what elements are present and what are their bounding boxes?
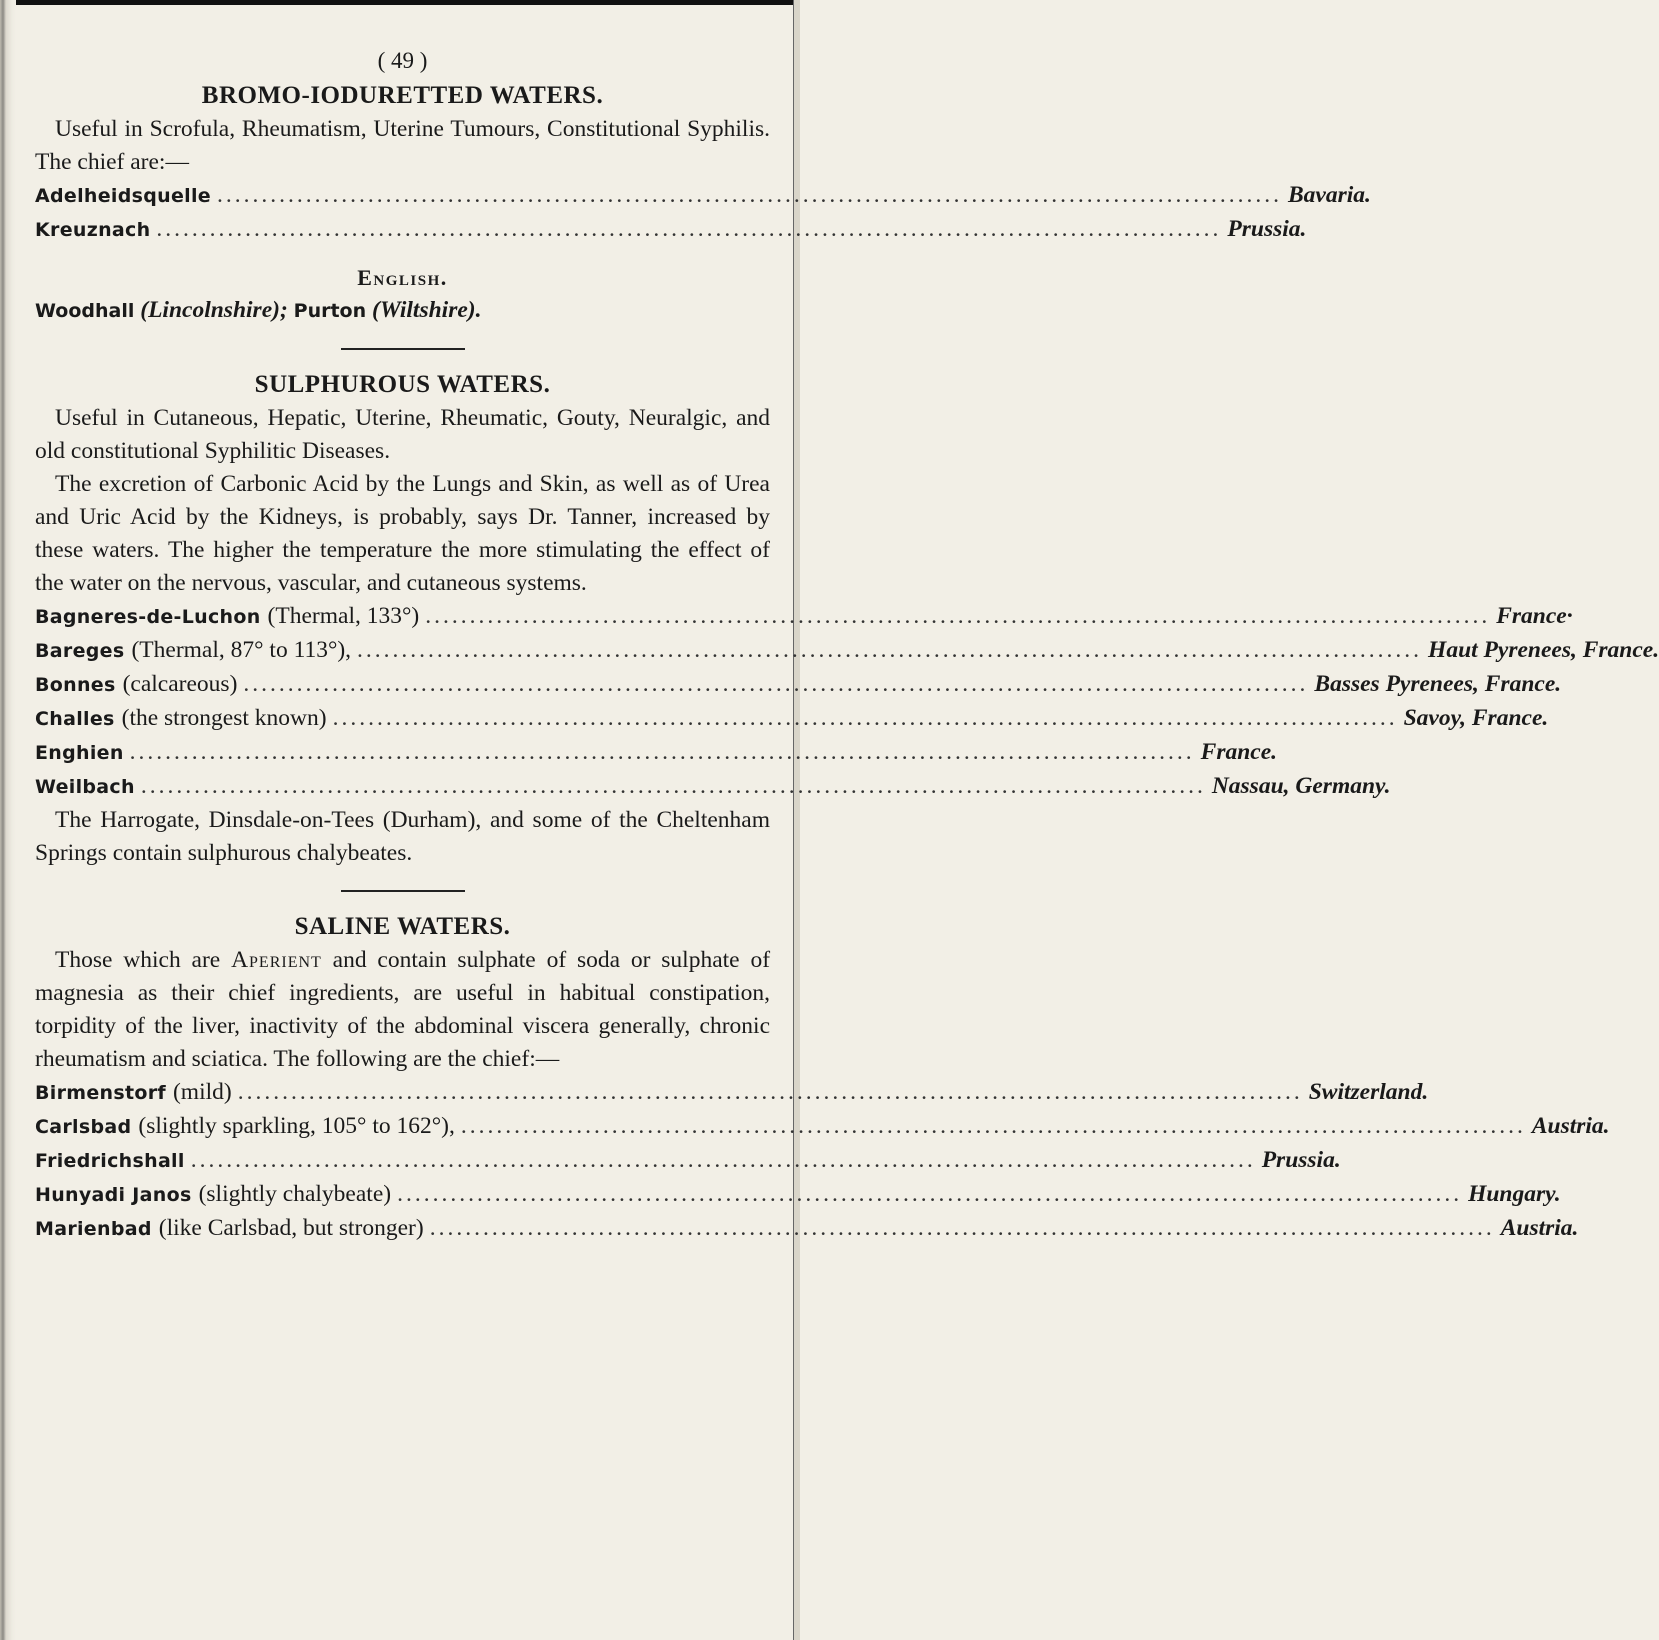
spring-note: (Thermal, 133°) bbox=[267, 603, 420, 629]
spring-entry bbox=[35, 1212, 1579, 1246]
spring-region: Prussia. bbox=[1227, 216, 1307, 242]
leader-dots: ........................................................................................................................ bbox=[425, 603, 1491, 629]
bromo-intro: Useful in Scrofula, Rheumatism, Uterine Tumours, Constitutional Syphilis. The chief are:— bbox=[35, 116, 770, 175]
leader-dots: ........................................................................................................................ bbox=[332, 705, 1398, 731]
spring-entry bbox=[35, 1178, 1561, 1212]
section-divider bbox=[341, 348, 465, 350]
spring-name: Bareges bbox=[35, 640, 125, 662]
sulphurous-intro: Useful in Cutaneous, Hepatic, Uterine, Rheumatic, Gouty, Neuralgic, and old constitutional Syphilitic Diseases. bbox=[35, 405, 770, 464]
leader-dots: ........................................................................................................................ bbox=[190, 1147, 1256, 1173]
spring-entry bbox=[35, 702, 1549, 736]
leader-dots: ........................................................................................................................ bbox=[129, 739, 1195, 765]
spring-name: Marienbad bbox=[35, 1218, 152, 1240]
spring-entry bbox=[35, 1144, 1341, 1178]
spring-name: Purton bbox=[293, 300, 367, 322]
sulphurous-entry-list bbox=[35, 600, 1659, 804]
spring-name: Woodhall bbox=[35, 300, 135, 322]
spring-name: Bonnes bbox=[35, 674, 116, 696]
leader-dots: ........................................................................................................................ bbox=[460, 1113, 1526, 1139]
spring-entry bbox=[35, 179, 1371, 213]
intro-text: and contain sulphate of soda or sulphate of magnesia as their chief ingredients, are useful in habitual constipation, torpidity of the liver, inactivity of the abdominal viscera generally, chronic rheumatism and sciatica. The following are the chief:— bbox=[35, 947, 771, 1072]
leader-dots: ........................................................................................................................ bbox=[429, 1215, 1495, 1241]
page-number: ( 49 ) bbox=[377, 48, 428, 73]
spring-note: (Thermal, 87° to 113°), bbox=[131, 637, 352, 663]
spring-region: Hungary. bbox=[1468, 1181, 1561, 1207]
intro-text: Those which are bbox=[55, 947, 221, 973]
spring-note: (calcareous) bbox=[122, 671, 238, 697]
spring-entry bbox=[35, 736, 1278, 770]
spring-entry bbox=[35, 1110, 1610, 1144]
spring-name: Hunyadi Janos bbox=[35, 1184, 192, 1206]
spring-name: Carlsbad bbox=[35, 1116, 132, 1138]
sulphurous-paragraph: The excretion of Carbonic Acid by the Lungs and Skin, as well as of Urea and Uric Acid by the Kidneys, is probably, says Dr. Tanner, increased by these waters. The higher the temperature the more stimulating the effect of the water on the nervous, vascular, and cutaneous systems. bbox=[35, 471, 770, 596]
aperient-term: Aperient bbox=[231, 947, 322, 973]
page-binding-edge bbox=[0, 0, 16, 1640]
spring-note: (like Carlsbad, but stronger) bbox=[158, 1215, 424, 1241]
spring-region: Nassau, Germany. bbox=[1211, 773, 1391, 799]
spring-region: Prussia. bbox=[1261, 1147, 1341, 1173]
spring-region: France. bbox=[1200, 739, 1278, 765]
sulphurous-note: The Harrogate, Dinsdale-on-Tees (Durham), and some of the Cheltenham Springs contain sulphurous chalybeates. bbox=[35, 807, 770, 866]
bromo-entry-list bbox=[35, 179, 1371, 247]
spring-region: Savoy, France. bbox=[1403, 705, 1549, 731]
spring-note: (slightly chalybeate) bbox=[198, 1181, 392, 1207]
spring-region: Austria. bbox=[1531, 1113, 1610, 1139]
spring-name: Adelheidsquelle bbox=[35, 185, 211, 207]
section-divider bbox=[341, 890, 465, 892]
spring-name: Enghien bbox=[35, 742, 124, 764]
bromo-heading: BROMO-IODURETTED WATERS. bbox=[201, 82, 604, 109]
english-subheading: English. bbox=[357, 265, 448, 290]
spring-name: Friedrichshall bbox=[35, 1150, 185, 1172]
book-page bbox=[35, 44, 1659, 1246]
sulphurous-heading: SULPHUROUS WATERS. bbox=[254, 371, 551, 398]
spring-name: Weilbach bbox=[35, 776, 135, 798]
spring-region: Bavaria. bbox=[1287, 182, 1371, 208]
spring-entry bbox=[35, 770, 1391, 804]
leader-dots: ........................................................................................................................ bbox=[357, 637, 1423, 663]
spring-region: Switzerland. bbox=[1308, 1079, 1429, 1105]
spring-region: France· bbox=[1496, 603, 1573, 629]
leader-dots: ........................................................................................................................ bbox=[140, 773, 1206, 799]
spring-region: Haut Pyrenees, France. bbox=[1428, 637, 1659, 663]
spring-name: Bagneres-de-Luchon bbox=[35, 606, 261, 628]
spring-entry bbox=[35, 668, 1562, 702]
spring-name: Birmenstorf bbox=[35, 1082, 166, 1104]
spring-entry bbox=[35, 1076, 1429, 1110]
leader-dots: ........................................................................................................................ bbox=[156, 216, 1222, 242]
spring-county: (Lincolnshire); bbox=[140, 297, 288, 323]
leader-dots: ........................................................................................................................ bbox=[243, 671, 1309, 697]
spring-name: Kreuznach bbox=[35, 219, 151, 241]
top-border bbox=[0, 0, 800, 5]
page-right-edge bbox=[793, 0, 800, 1640]
spring-region: Austria. bbox=[1500, 1215, 1579, 1241]
spring-name: Challes bbox=[35, 708, 115, 730]
spring-entry bbox=[35, 600, 1573, 634]
leader-dots: ........................................................................................................................ bbox=[397, 1181, 1463, 1207]
spring-note: (slightly sparkling, 105° to 162°), bbox=[138, 1113, 455, 1139]
saline-intro bbox=[35, 944, 770, 1076]
leader-dots: ........................................................................................................................ bbox=[237, 1079, 1303, 1105]
saline-entry-list bbox=[35, 1076, 1610, 1246]
spring-entry bbox=[35, 634, 1659, 668]
saline-heading: SALINE WATERS. bbox=[294, 913, 511, 940]
spring-note: (mild) bbox=[172, 1079, 232, 1105]
spring-county: (Wiltshire). bbox=[372, 297, 482, 323]
spring-note: (the strongest known) bbox=[121, 705, 327, 731]
english-springs-line bbox=[35, 294, 770, 328]
leader-dots: ........................................................................................................................ bbox=[216, 182, 1282, 208]
spring-region: Basses Pyrenees, France. bbox=[1314, 671, 1562, 697]
spring-entry bbox=[35, 213, 1307, 247]
